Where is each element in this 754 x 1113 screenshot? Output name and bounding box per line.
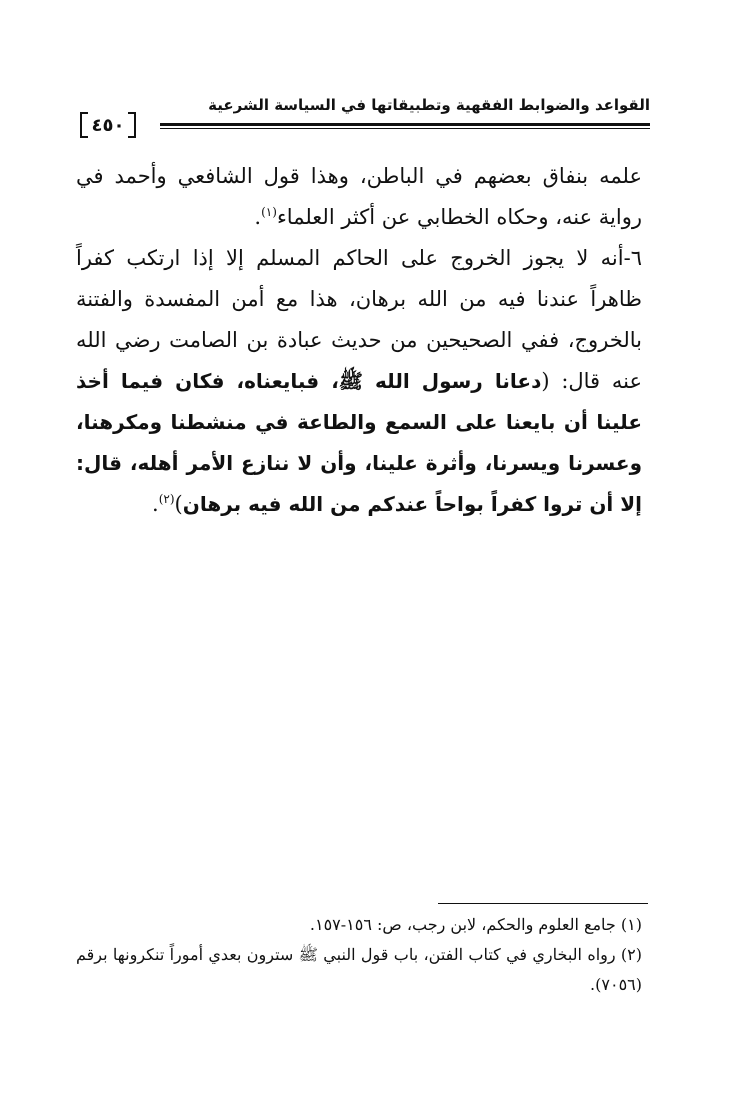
page-number-bracket-right: [128, 112, 136, 138]
footnote-ref-1: (١): [261, 205, 277, 219]
running-header: [78, 96, 650, 140]
footnote-1: (١) جامع العلوم والحكم، لابن رجب، ص: ١٥٦-١٥٧.: [309, 915, 642, 934]
paragraph-2-lead: ٦-أنه لا يجوز الخروج على الحاكم المسلم إلا إذا ارتكب كفراً ظاهراً عندنا فيه من الله برهان، هذا مع أمن المفسدة والفتنة بالخروج، ففي الصحيحين من حديث عبادة بن الصامت رضي الله عنه قال: (: [76, 246, 642, 393]
paragraph-1-end: .: [254, 205, 262, 229]
paragraph-1: [76, 156, 642, 238]
footnote-2: (٢) رواه البخاري في كتاب الفتن، باب قول النبي ﷺ سترون بعدي أموراً تنكرونها برقم (٧٠٥٦).: [76, 945, 642, 994]
page-number-bracket-left: [80, 112, 88, 138]
page-number-value: ٤٥٠: [91, 114, 125, 136]
footnotes: [76, 910, 642, 1000]
page-number: [78, 111, 138, 139]
header-rule: [160, 123, 650, 126]
hadith-quote: دعانا رسول الله ﷺ، فبايعناه، فكان فيما أخذ علينا أن بايعنا على السمع والطاعة في منشطنا ومكرهنا، وعسرنا ويسرنا، وأثرة علينا، وأن لا ننازع الأمر أهله، قال: إلا أن تروا كفراً بواحاً عندكم من الله فيه برهان: [76, 369, 642, 516]
paragraph-1-text: علمه بنفاق بعضهم في الباطن، وهذا قول الشافعي وأحمد في رواية عنه، وحكاه الخطابي عن أكثر العلماء: [76, 164, 642, 229]
footnote-separator: [438, 903, 648, 904]
paragraph-2-end: .: [152, 492, 159, 516]
header-title: القواعد والضوابط الفقهية وتطبيقاتها في السياسة الشرعية: [208, 96, 650, 114]
header-rule-thin: [160, 128, 650, 129]
main-text: [76, 156, 642, 525]
footnote-ref-2: (٢): [158, 492, 175, 506]
paragraph-2-close: ): [174, 492, 183, 516]
paragraph-2: [76, 238, 642, 525]
